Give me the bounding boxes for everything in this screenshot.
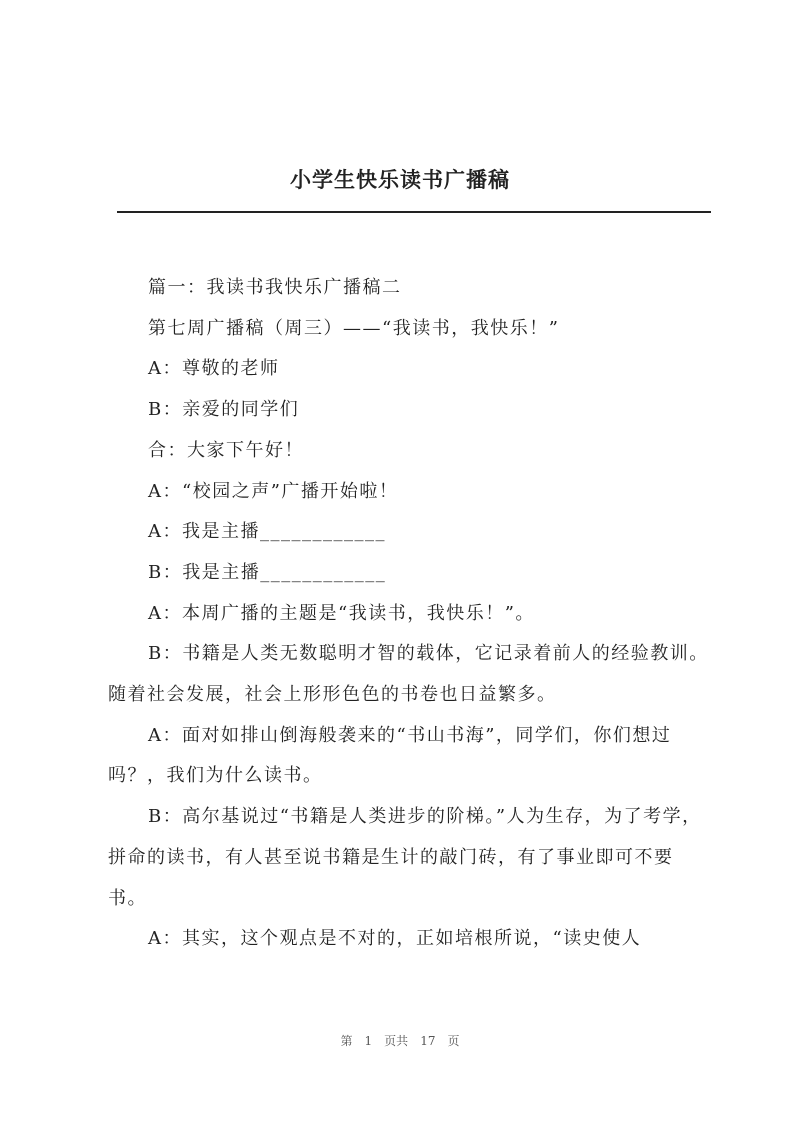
- paragraph: B：亲爱的同学们: [148, 399, 300, 421]
- footer-middle: 页共: [384, 1034, 409, 1048]
- paragraph: A：尊敬的老师: [148, 358, 280, 380]
- paragraph: B：书籍是人类无数聪明才智的载体，它记录着前人的经验教训。随着社会发展，社会上形形色色的书卷也日益繁多。: [108, 643, 709, 706]
- footer-total-pages: 17: [420, 1034, 436, 1048]
- document-title: 小学生快乐读书广播稿: [290, 167, 510, 192]
- paragraph: A：我是主播____________: [148, 521, 386, 543]
- paragraph: A：本周广播的主题是“我读书，我快乐！”。: [148, 602, 535, 624]
- paragraph: 第七周广播稿（周三）——“我读书，我快乐！”: [148, 317, 560, 339]
- footer-prefix: 第: [340, 1034, 353, 1048]
- title-underline: [117, 211, 711, 213]
- paragraph: A：“校园之声”广播开始啦！: [148, 480, 399, 502]
- paragraph: B：我是主播____________: [148, 561, 387, 583]
- paragraph: 合：大家下午好！: [148, 439, 304, 461]
- document-body: [108, 268, 710, 960]
- footer-page-number: 1: [364, 1034, 373, 1048]
- paragraph: A：其实，这个观点是不对的，正如培根所说，“读史使人: [148, 928, 642, 950]
- paragraph: B：高尔基说过“书籍是人类进步的阶梯。”人为生存，为了考学，拼命的读书，有人甚至说书籍是生计的敲门砖，有了事业即可不要书。: [108, 806, 702, 909]
- paragraph: A：面对如排山倒海般袭来的“书山书海”，同学们，你们想过吗？，我们为什么读书。: [108, 724, 672, 787]
- page-footer: [0, 1033, 800, 1049]
- paragraph: 篇一：我读书我快乐广播稿二: [148, 277, 402, 298]
- footer-suffix: 页: [447, 1034, 460, 1048]
